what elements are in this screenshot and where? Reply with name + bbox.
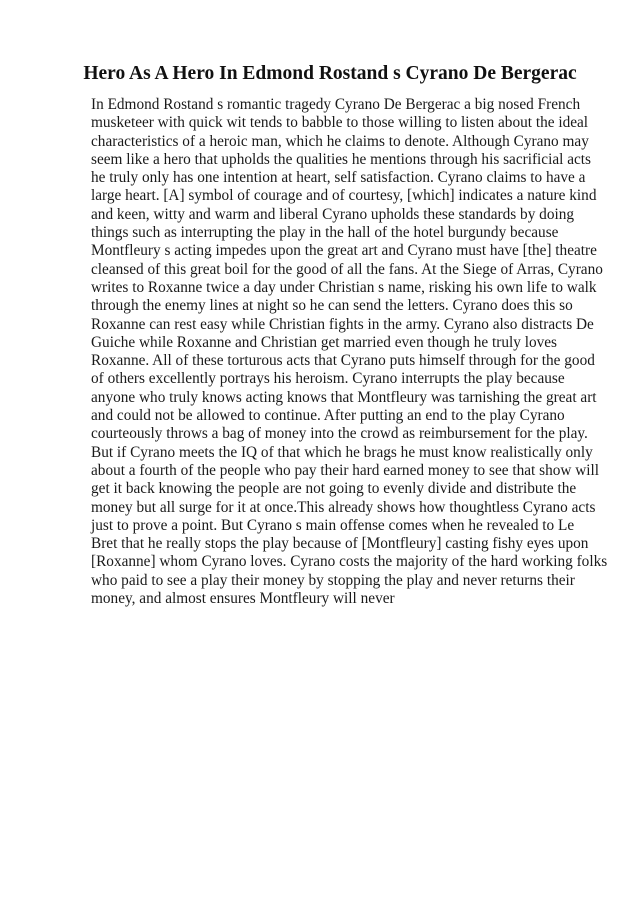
body-line: writes to Roxanne twice a day under Christian s name, risking his own life to walk xyxy=(91,278,597,296)
body-line: who paid to see a play their money by stopping the play and never returns their xyxy=(91,571,575,589)
body-line: Roxanne can rest easy while Christian fights in the army. Cyrano also distracts De xyxy=(91,315,594,333)
body-line: In Edmond Rostand s romantic tragedy Cyrano De Bergerac a big nosed French xyxy=(91,96,581,113)
body-line: through the enemy lines at night so he can send the letters. Cyrano does this so xyxy=(91,297,573,315)
body-line: just to prove a point. But Cyrano s main offense comes when he revealed to Le xyxy=(91,516,575,534)
body-line: things such as interrupting the play in the hall of the hotel burgundy because xyxy=(91,224,559,242)
body-line: characteristics of a heroic man, which he claims to denote. Although Cyrano may xyxy=(91,132,589,150)
body-line: seem like a hero that upholds the qualities he mentions through his sacrificial acts xyxy=(91,150,591,168)
body-line: anyone who truly knows acting knows that Montfleury was tarnishing the great art xyxy=(91,388,597,406)
body-line: and keen, witty and warm and liberal Cyrano upholds these standards by doing xyxy=(91,205,575,223)
body-line: he truly only has one intention at heart, self satisfaction. Cyrano claims to have a xyxy=(91,169,586,187)
body-line: Bret that he really stops the play because of [Montfleury] casting fishy eyes upon xyxy=(91,535,589,553)
body-line: and could not be allowed to continue. After putting an end to the play Cyrano xyxy=(91,407,565,425)
body-line: money, and almost ensures Montfleury will never xyxy=(91,590,395,608)
body-line: courteously throws a bag of money into the crowd as reimbursement for the play. xyxy=(91,425,588,443)
document-title: Hero As A Hero In Edmond Rostand s Cyrano De Bergerac xyxy=(83,63,577,84)
body-line: money but all surge for it at once.This already shows how thoughtless Cyrano acts xyxy=(91,498,596,516)
document-body xyxy=(91,96,608,608)
body-line: musketeer with quick wit tends to babble to those willing to listen about the ideal xyxy=(91,114,589,132)
body-line: Guiche while Roxanne and Christian get married even though he truly loves xyxy=(91,333,558,351)
body-line: cleansed of this great boil for the good of all the fans. At the Siege of Arras, Cyrano xyxy=(91,260,603,278)
body-line: large heart. [A] symbol of courage and of courtesy, [which] indicates a nature kind xyxy=(91,187,597,205)
body-line: But if Cyrano meets the IQ of that which he brags he must know realistically only xyxy=(91,443,593,461)
body-line: Roxanne. All of these torturous acts that Cyrano puts himself through for the good xyxy=(91,352,595,370)
body-line: of others excellently portrays his heroism. Cyrano interrupts the play because xyxy=(91,370,565,388)
body-line: [Roxanne] whom Cyrano loves. Cyrano costs the majority of the hard working folks xyxy=(91,553,608,571)
body-line: get it back knowing the people are not going to evenly divide and distribute the xyxy=(91,480,577,498)
body-line: about a fourth of the people who pay their hard earned money to see that show will xyxy=(91,461,600,479)
body-line: Montfleury s acting impedes upon the great art and Cyrano must have [the] theatre xyxy=(91,242,597,260)
